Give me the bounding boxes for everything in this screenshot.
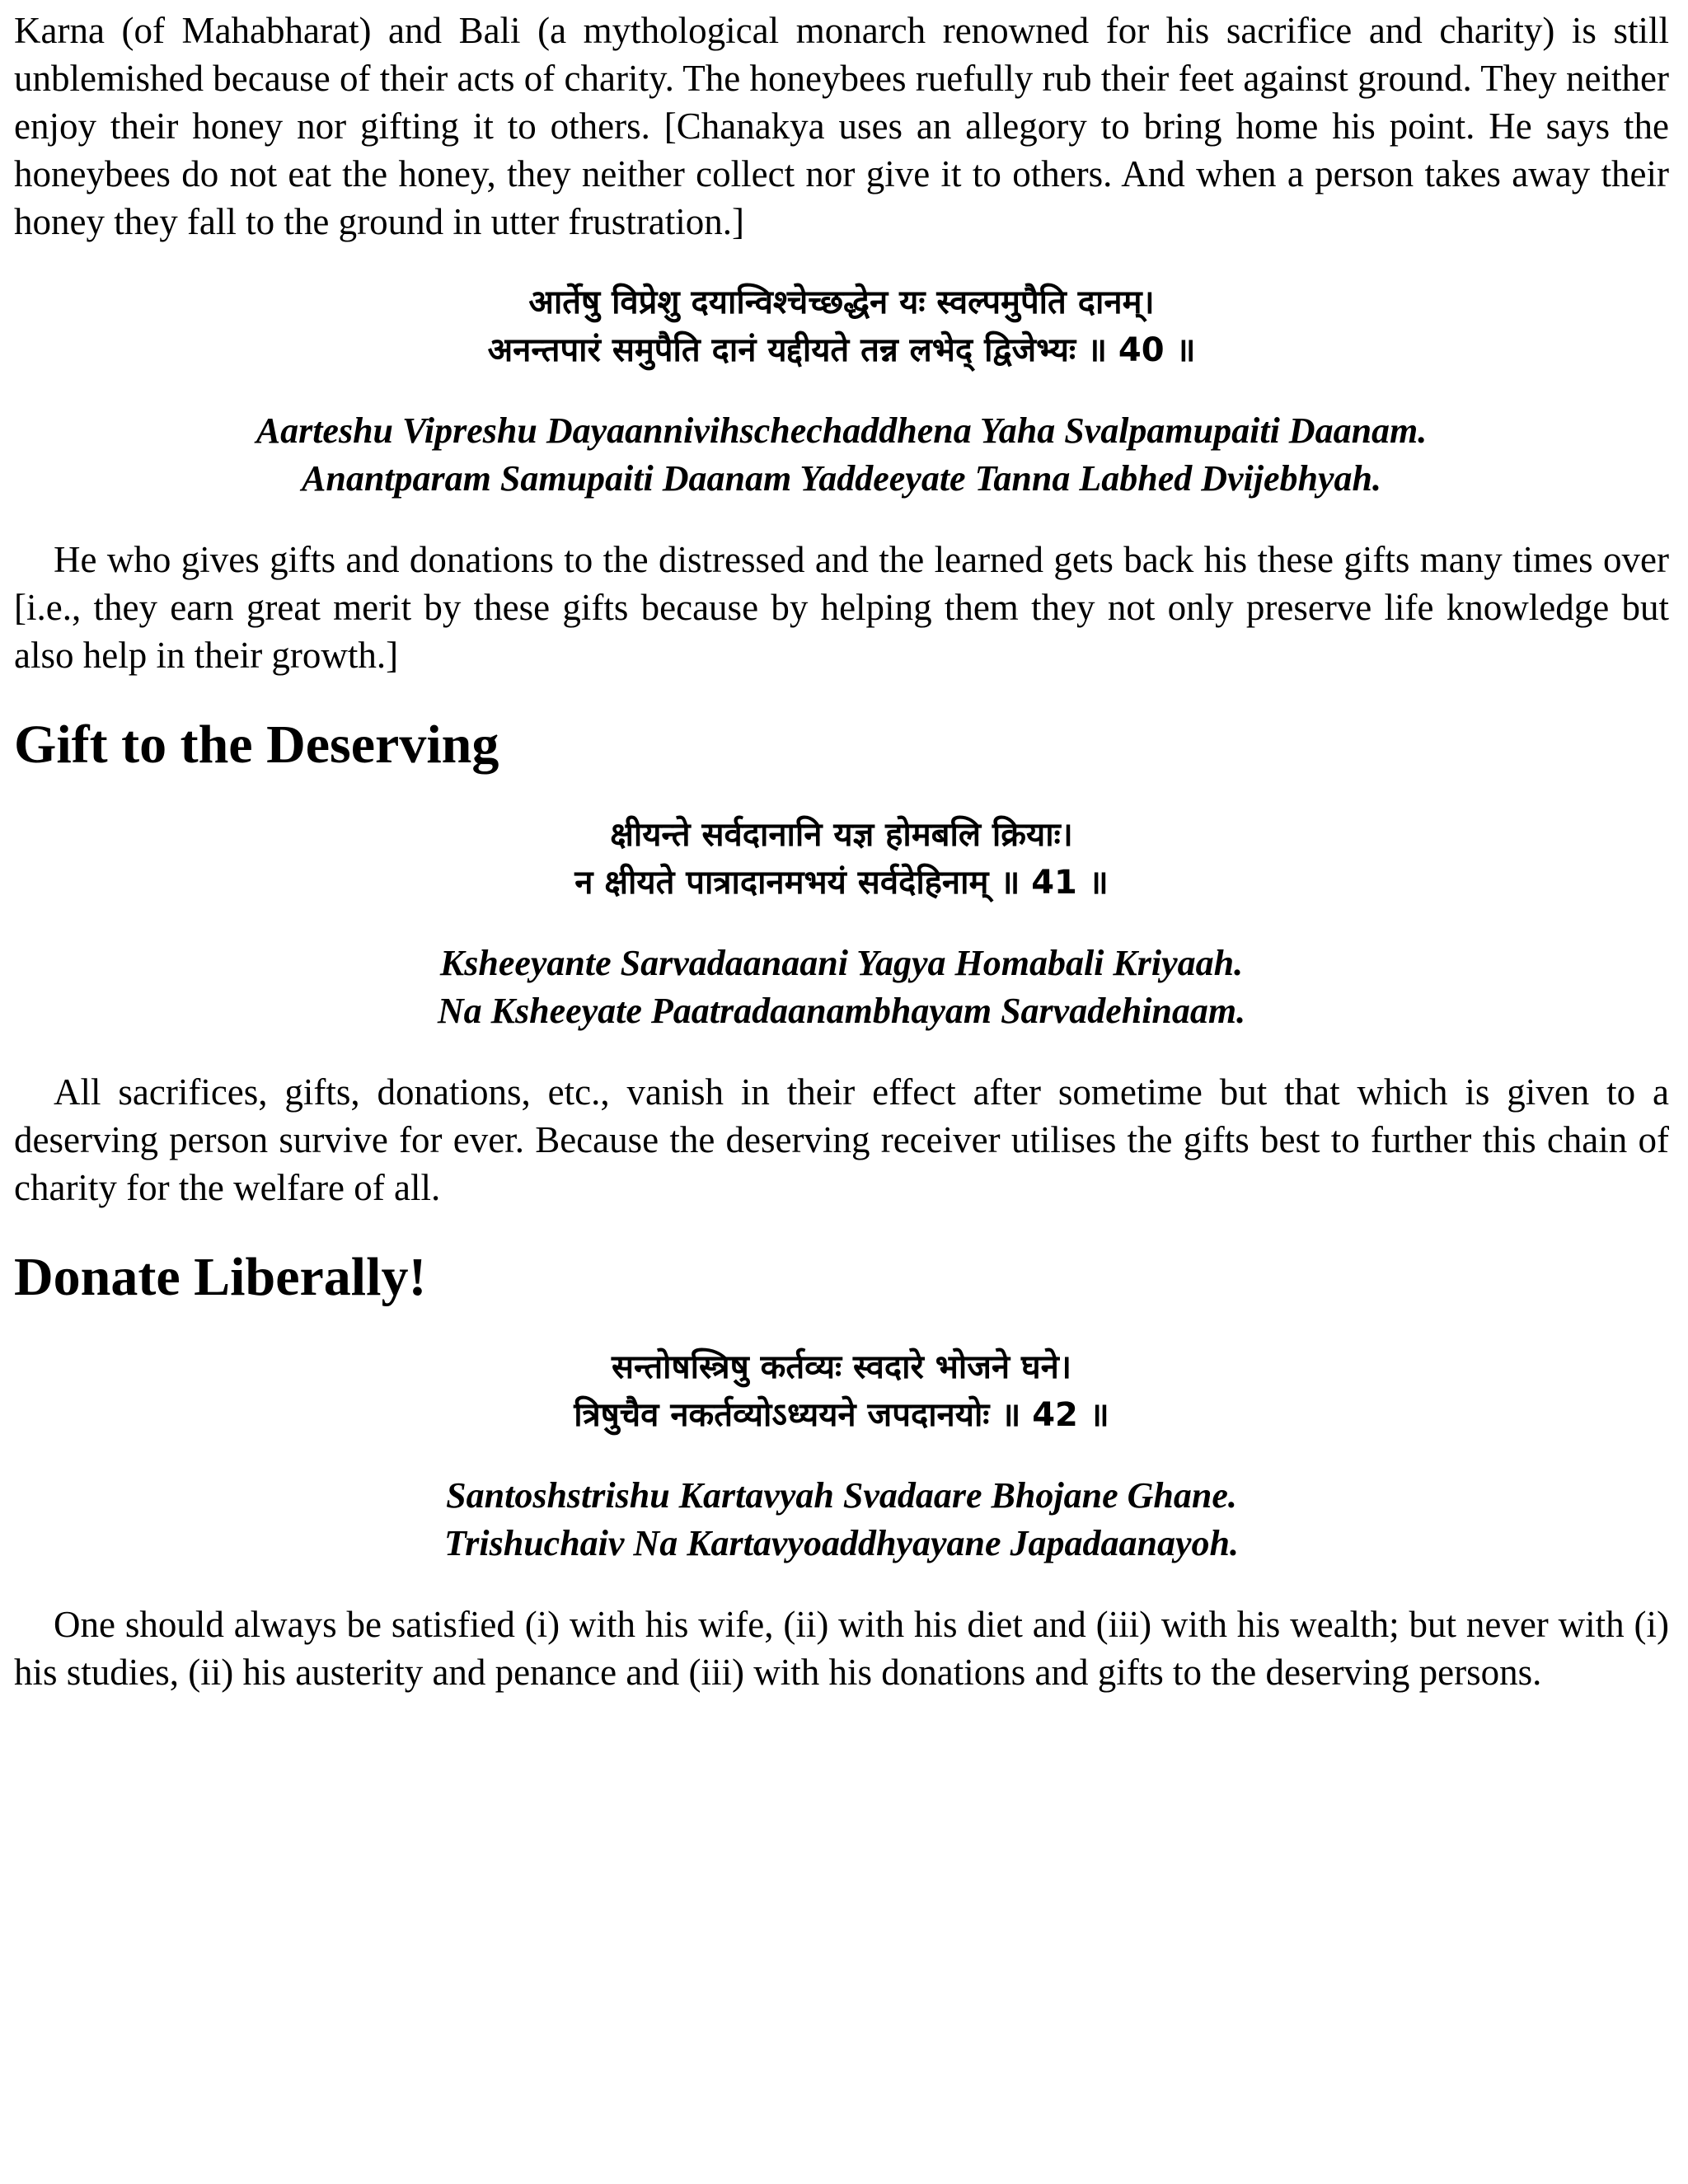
- intro-paragraph: Karna (of Mahabharat) and Bali (a mythological monarch renowned for his sacrifice and charity) is still unblemished because of their acts of charity. The honeybees ruefully rub their feet against ground. They neither enjoy their honey nor gifting it to others. [Chanakya uses an allegory to bring home his point. He says the honeybees do not eat the honey, they neither collect nor give it to others. And when a person takes away their honey they fall to the ground in utter frustration.]: [14, 10, 1669, 242]
- verse-42-sanskrit-line-2: त्रिषुचैव नकर्तव्योऽध्ययने जपदानयोः ॥ 42 ॥: [574, 1396, 1109, 1434]
- verse-41-meaning: All sacrifices, gifts, donations, etc., vanish in their effect after sometime but that which is given to a deserving person survive for ever. Because the deserving receiver utilises the gifts best to further this chain of charity for the welfare of all.: [14, 1071, 1669, 1208]
- verse-40-transliteration: [14, 407, 1669, 503]
- verse-40-meaning: He who gives gifts and donations to the distressed and the learned gets back his these gifts many times over [i.e., they earn great merit by these gifts because by helping them they not only preserve life knowledge but also help in their growth.]: [14, 539, 1669, 676]
- verse-40-sanskrit-line-2: अनन्तपारं समुपैति दानं यद्दीयते तन्न लभेद् द्विजेभ्यः ॥ 40 ॥: [487, 331, 1196, 369]
- verse-42-sanskrit: [14, 1343, 1669, 1439]
- verse-42-meaning: One should always be satisfied (i) with his wife, (ii) with his diet and (iii) with his wealth; but never with (i) his studies, (ii) his austerity and penance and (iii) with his donations and gifts to the deserving persons.: [14, 1604, 1669, 1693]
- verse-42-transliteration: [14, 1472, 1669, 1568]
- verse-40-sanskrit: [14, 279, 1669, 374]
- section-heading-donate-liberally: Donate Liberally!: [14, 1247, 427, 1307]
- section-heading-gift-to-deserving: Gift to the Deserving: [14, 715, 499, 775]
- verse-42-translit-line-1: Santoshstrishu Kartavyah Svadaare Bhojane Ghane.: [446, 1475, 1237, 1516]
- verse-41-sanskrit: [14, 811, 1669, 907]
- verse-41-sanskrit-line-1: क्षीयन्ते सर्वदानानि यज्ञ होमबलि क्रियाः।: [610, 816, 1073, 854]
- verse-42-sanskrit-line-1: सन्तोषस्त्रिषु कर्तव्यः स्वदारे भोजने घने।: [611, 1348, 1072, 1386]
- verse-41-translit-line-1: Ksheeyante Sarvadaanaani Yagya Homabali Kriyaah.: [439, 943, 1244, 983]
- verse-40-sanskrit-line-1: आर्तेषु विप्रेशु दयान्विश्चेच्छद्धेन यः स्वल्पमुपैति दानम्।: [528, 284, 1155, 321]
- verse-40-translit-line-1: Aarteshu Vipreshu Dayaannivihschechaddhena Yaha Svalpamupaiti Daanam.: [256, 410, 1428, 451]
- verse-42-translit-line-2: Trishuchaiv Na Kartavyoaddhyayane Japadaanayoh.: [444, 1523, 1239, 1563]
- verse-40-translit-line-2: Anantparam Samupaiti Daanam Yaddeeyate Tanna Labhed Dvijebhyah.: [302, 458, 1381, 499]
- verse-41-sanskrit-line-2: न क्षीयते पात्रादानमभयं सर्वदेहिनाम् ॥ 41 ॥: [574, 864, 1109, 902]
- verse-41-translit-line-2: Na Ksheeyate Paatradaanambhayam Sarvadehinaam.: [437, 991, 1246, 1031]
- document-page: [14, 7, 1669, 1696]
- verse-41-transliteration: [14, 940, 1669, 1035]
